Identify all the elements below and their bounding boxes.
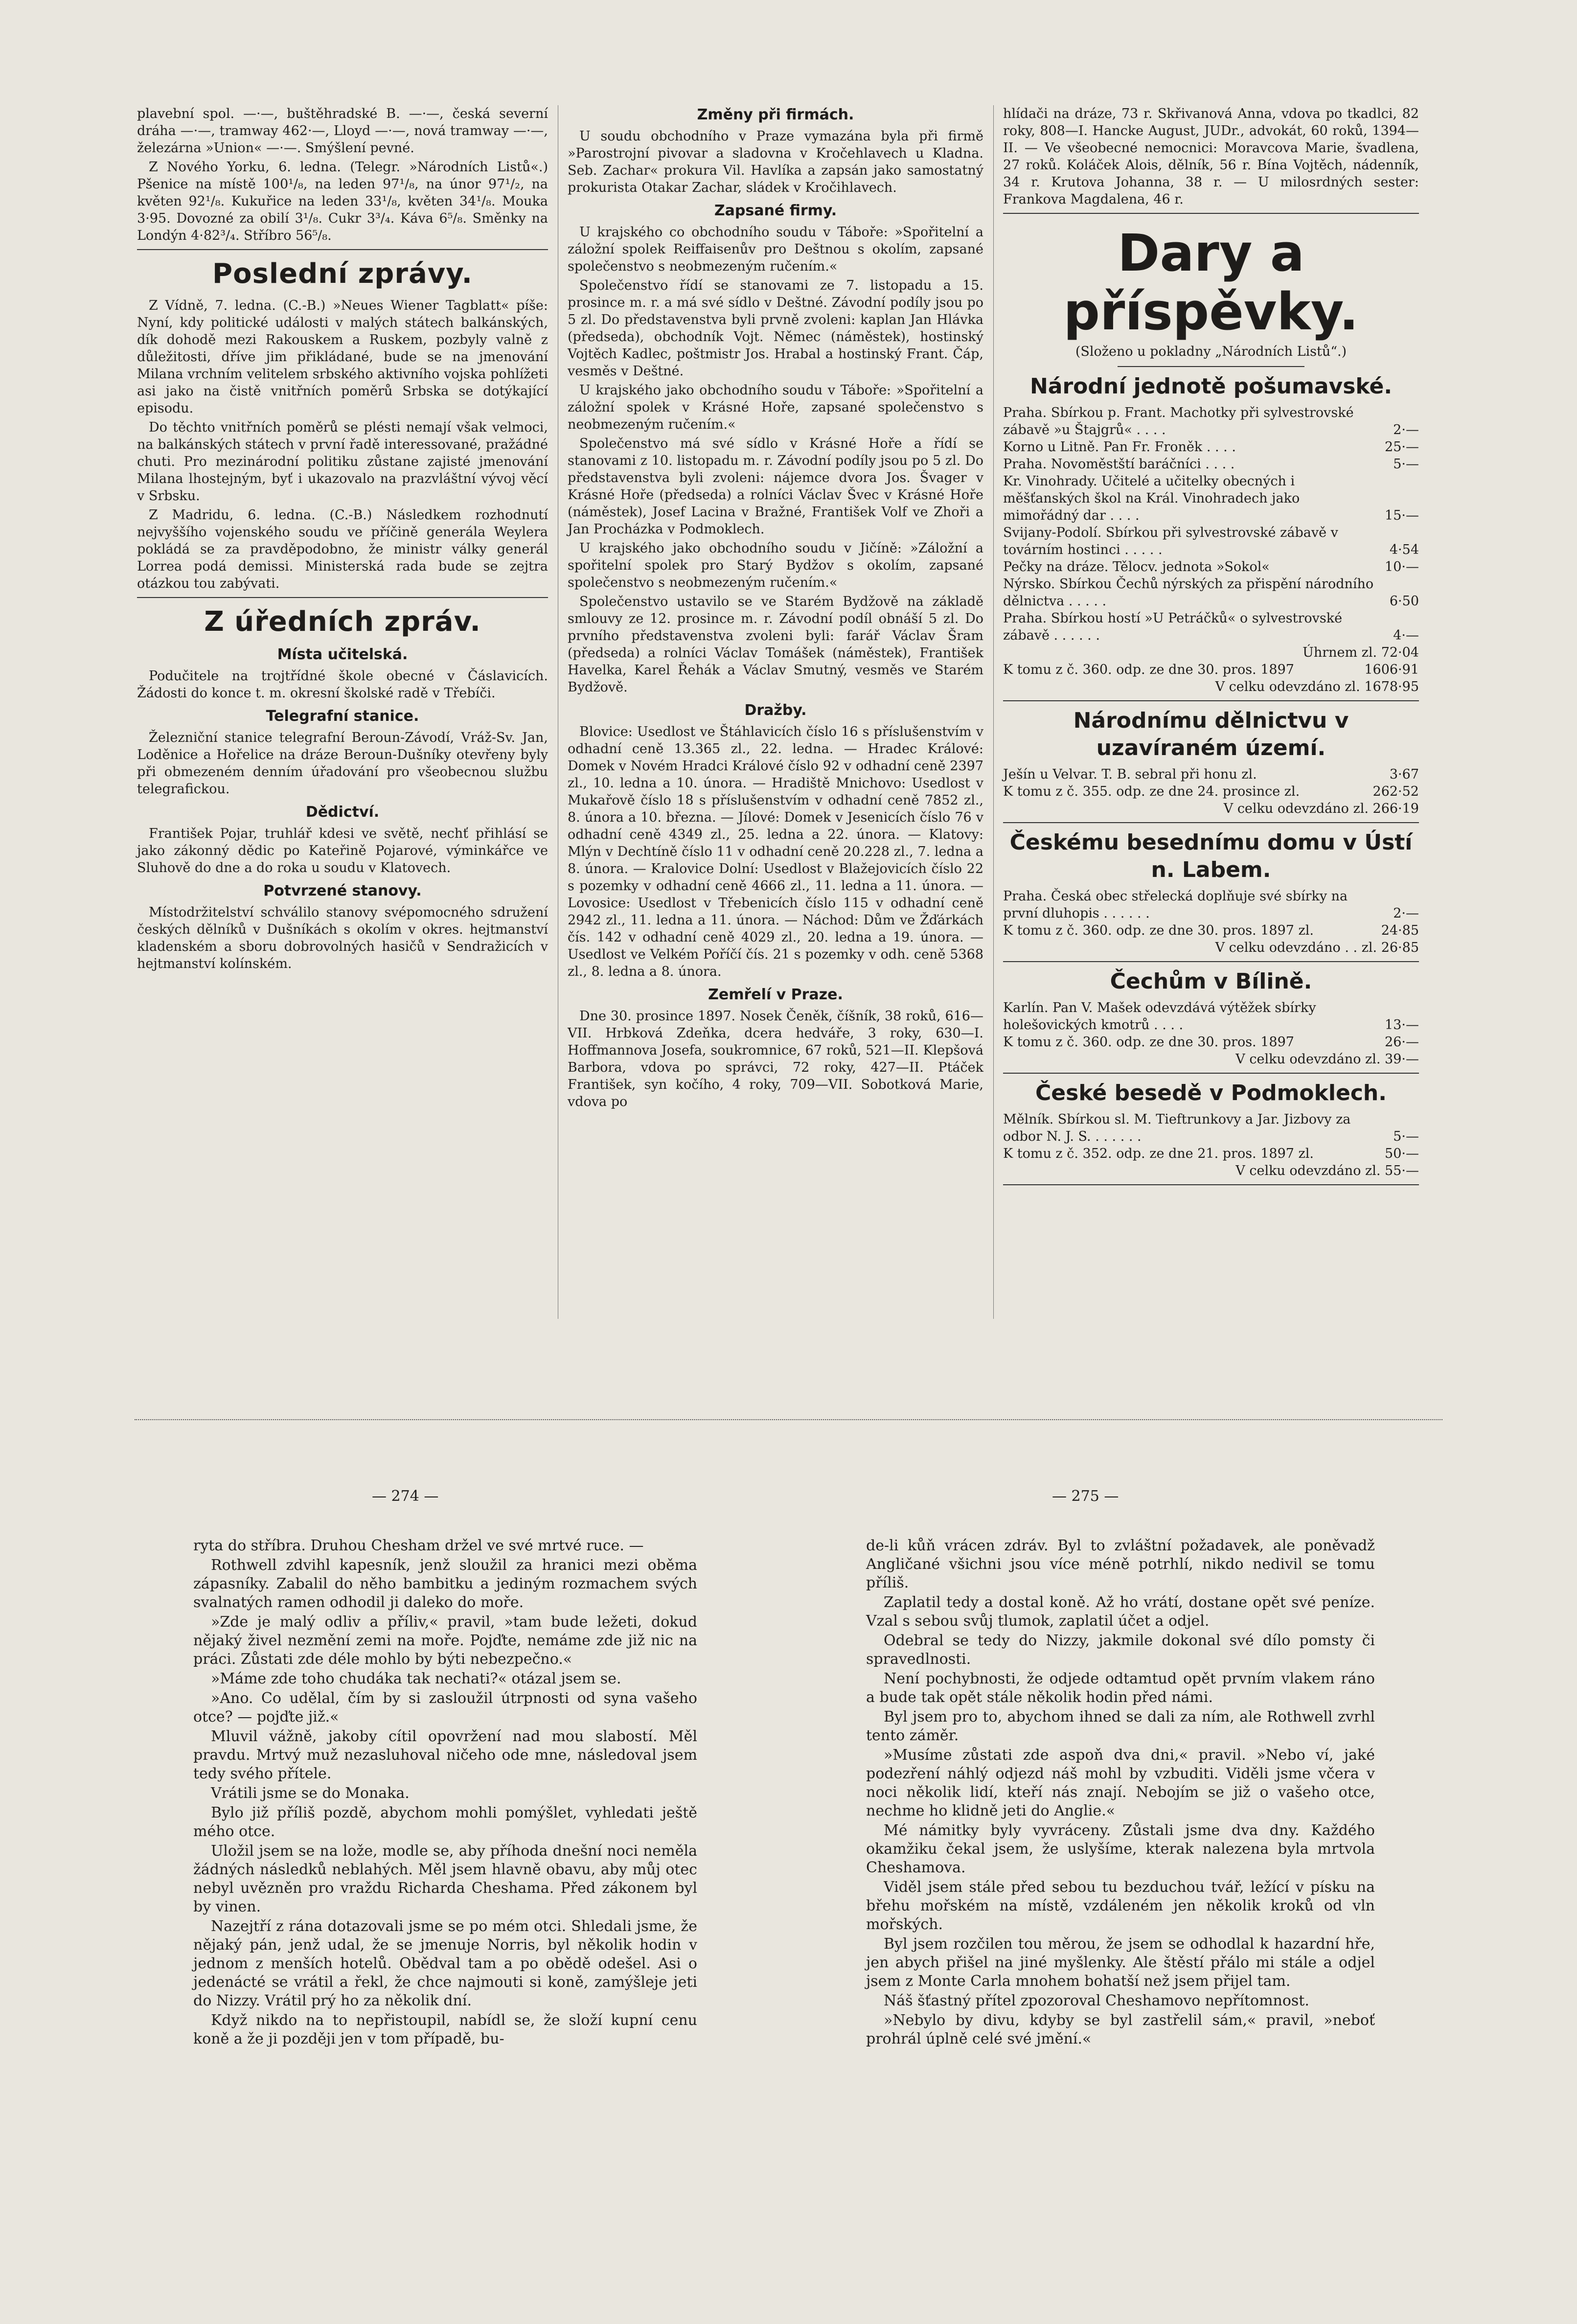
novel-paragraph: Mluvil vážně, jakoby cítil opovržení nad mou slabostí. Měl pravdu. Mrtvý muž nezasluhoval ničeho ode mne, následoval jsem tedy svého přítele. <box>193 1728 697 1782</box>
registered-firms-title: Zapsané firmy. <box>714 202 837 219</box>
donation-list <box>1003 404 1419 644</box>
donation-label: K tomu z č. 360. odp. ze dne 30. pros. 1897 <box>1003 662 1294 677</box>
section-title: Českému besednímu domu v Ústí n. Labem. <box>1009 830 1413 882</box>
novel-paragraph: »Zde je malý odliv a příliv,« pravil, »tam bude ležeti, dokud nějaký živel nezmění zemi na moře. Pojďte, nemáme zde již nic na práci. Zůstati zde déle mohlo by býti nebezpečno.« <box>193 1613 697 1668</box>
page-number-right: — 275 — <box>1052 1488 1119 1505</box>
deaths-continued: hlídači na dráze, 73 r. Skřivanová Anna, vdova po tkadlci, 82 roky, 808—I. Hancke August, JUDr., advokát, 60 roků, 1394—II. — Ve všeobecné nemocnici: Moravcova Marie, švadlena, 27 roků. Koláček Alois, dělník, 56 r. Bína Vojtěch, nádenník, 34 r. Krutova Johanna, 38 r. — U milosrdných sester: Frankova Magdalena, 46 r. <box>1003 106 1419 207</box>
divider <box>1003 1073 1419 1074</box>
novel-paragraph: Vrátili jsme se do Monaka. <box>211 1785 410 1802</box>
donation-label: Karlín. Pan V. Mašek odevzdává výtěžek sbírky holešovických kmotrů . . . . <box>1003 1000 1316 1033</box>
donation-row <box>1003 999 1419 1034</box>
divider <box>1003 1184 1419 1185</box>
donation-amount: 50·— <box>1385 1146 1419 1161</box>
registered-firm-3: U krajského jako obchodního soudu v Jičíně: »Záložní a spořitelní spolek pro Starý Bydžov s okolím, zapsané společenstvo s neobmezeným ručením.« <box>568 541 983 590</box>
section-title: Národní jednotě pošumavské. <box>1029 374 1393 399</box>
auctions-text: Blovice: Usedlost ve Štáhlavicích číslo 16 s příslušenstvím v odhadní ceně 13.365 zl., 22. ledna. — Hradec Králové: Domek v Novém Hradci Králové číslo 92 v odhadní ceně 2397 zl., 10. ledna a 10. února. — Hradiště Mnichovo: Usedlost v Mukařově číslo 18 s příslušenstvím v odhadní ceně 7852 zl., 8. února a 10. března. — Jílové: Domek v Jesenicích číslo 76 v odhadní ceně 4349 zl., 25. ledna a 22. února. — Klatovy: Mlýn v Dechtíně číslo 11 v odhadní ceně 20.228 zl., 7. ledna a 8. února. — Kralovice Dolní: Usedlost v Blažejovicích číslo 22 s pozemky v odhadní ceně 4666 zl., 11. ledna a 11. února. — Lovosice: Usedlost v Třebenicích číslo 115 v odhadní ceně 2942 zl., 11. ledna a 11. února. — Náchod: Dům ve Žďárkách čís. 142 v odhadní ceně 4029 zl., 20. ledna a 19. února. — Usedlost ve Velkém Poříčí čís. 21 s pozemky v odh. ceně 5368 zl., 8. ledna a 8. února. <box>568 724 983 979</box>
donation-row <box>1003 1111 1419 1145</box>
inheritance-text: František Pojar, truhlář kdesi ve světě, nechť přihlásí se jako zákonný dědic po Kateřině Pojarové, výminkářce ve Sluhově do dne a do roka u soudu v Klatovech. <box>137 826 548 875</box>
novel-paragraph: »Musíme zůstati zde aspoň dva dni,« pravil. »Nebo ví, jaké podezření náhlý odjezd náš mohl by vzbuditi. Viděli jsme včera v noci několik lidí, kteří nás znají. Nebojím se již o vašeho otce, nechme ho klidně jeti do Anglie.« <box>866 1747 1375 1819</box>
donation-amount: 4·54 <box>1389 542 1419 557</box>
divider <box>1003 213 1419 214</box>
donation-total: V celku odevzdáno . . zl. 26·85 <box>1215 940 1419 955</box>
donation-amount: 13·— <box>1385 1017 1419 1033</box>
novel-paragraph: Bylo již příliš pozdě, abychom mohli pomýšlet, vyhledati ještě mého otce. <box>193 1804 697 1840</box>
donation-row <box>1003 1145 1419 1162</box>
column-3 <box>1003 105 1419 1190</box>
donation-row <box>1003 888 1419 922</box>
novel-paragraph: Když nikdo na to nepřistoupil, nabídl se, že složí kupní cenu koně a že ji později jen v tom případě, bu- <box>193 2012 697 2048</box>
donation-row <box>1003 404 1419 438</box>
column-2 <box>568 105 983 1112</box>
donation-row <box>1003 922 1419 939</box>
donation-list <box>1003 1111 1419 1162</box>
divider <box>137 249 548 250</box>
novel-paragraph: Není pochybnosti, že odjede odtamtud opět prvním vlakem ráno a bude tak opět stále několik hodin před námi. <box>866 1670 1375 1706</box>
donation-total: V celku odevzdáno zl. 55·— <box>1235 1163 1419 1178</box>
deaths-text: Dne 30. prosince 1897. Nosek Čeněk, číšník, 38 roků, 616—VII. Hrbková Zdeňka, dcera hedváře, 3 roky, 630—I. Hoffmannova Josefa, soukromnice, 67 roků, 521—II. Klepšová Barbora, vdova po správci, 72 roky, 427—II. Ptáček František, syn kočího, 4 roky, 709—VII. Sobotková Marie, vdova po <box>568 1009 983 1109</box>
donation-list <box>1003 888 1419 939</box>
telegraph-stations-text: Železniční stanice telegrafní Beroun-Závodí, Vráž-Sv. Jan, Loděnice a Hořelice na dráze Beroun-Dušníky otevřeny byly při obmezeném denním úřadování pro všeobecnou službu telegrafickou. <box>137 730 548 797</box>
firm-changes-title: Změny při firmách. <box>697 106 854 123</box>
donation-row <box>1003 1034 1419 1051</box>
official-section-title: Z úředních zpráv. <box>204 606 481 638</box>
deaths-title: Zemřelí v Praze. <box>708 986 843 1003</box>
news-madrid: Z Madridu, 6. ledna. (C.-B.) Následkem rozhodnutí nejvyššího vojenského soudu ve příčině generála Weylera pokládá se za pravděpodobno, že ministr války generál Lorrea podá demissi. Ministerská rada bude se zejtra otázkou tou zabývati. <box>137 507 548 591</box>
section-title: Národnímu dělnictvu v uzavíraném území. <box>1073 708 1349 760</box>
section-title: Čechům v Bílině. <box>1110 969 1312 994</box>
registered-firm-1-details: Společenstvo řídí se stanovami ze 7. listopadu a 15. prosince m. r. a má své sídlo v Deštné. Závodní podíly jsou po 5 zl. Do představenstva byli prvně zvoleni: kaplan Jan Hlávka (předseda), obchodník Vojt. Němec (náměstek), hostinský Vojtěch Kadlec, poštmistr Jos. Hrabal a hostinský Frant. Čáp, vesměs v Deštné. <box>568 278 983 379</box>
donation-row <box>1003 558 1419 575</box>
novel-page-left <box>193 1537 697 2049</box>
novel-paragraph: ryta do stříbra. Druhou Chesham držel ve své mrtvé ruce. — <box>193 1537 644 1554</box>
novel-paragraph: de-li kůň vrácen zdráv. Byl to zvláštní požadavek, ale poněvadž Angličané všichni jsou více méně potrhlí, nikdo nedivil se tomu příliš. <box>866 1537 1375 1591</box>
column-divider <box>993 105 994 1319</box>
registered-firm-2: U krajského jako obchodního soudu v Táboře: »Spořitelní a záložní spolek v Krásné Hoře, zapsané společenstvo s neobmezeným ručením.« <box>568 383 983 432</box>
donation-row <box>1003 766 1419 783</box>
novel-paragraph: Viděl jsem stále před sebou tu bezduchou tvář, ležící v písku na břehu mořském na místě, vzdáleném jen několik kroků od vln mořských. <box>866 1879 1375 1933</box>
donation-amount: 15·— <box>1385 508 1419 523</box>
donation-list <box>1003 766 1419 800</box>
novel-paragraph: »Ano. Co udělal, čím by si zasloužil útrpnosti od syna vašeho otce? — pojďte již.« <box>193 1690 697 1726</box>
novel-page-right <box>866 1537 1375 2049</box>
auctions-title: Dražby. <box>744 702 807 719</box>
donation-row <box>1003 456 1419 473</box>
donation-label: Mělník. Sbírkou sl. M. Tieftrunkovy a Jar. Jizbovy za odbor N. J. S. . . . . . . <box>1003 1112 1351 1144</box>
donation-total: V celku odevzdáno zl. 266·19 <box>1223 801 1419 816</box>
novel-paragraph: Zaplatil tedy a dostal koně. Až ho vrátí, dostane opět své peníze. Vzal s sebou svůj tlumok, zaplatil účet a odjel. <box>866 1594 1375 1630</box>
novel-paragraph: »Nebylo by divu, kdyby se byl zastřelil sám,« pravil, »neboť prohrál úplně celé své jmění.« <box>866 2012 1375 2048</box>
novel-paragraph: »Máme zde toho chudáka tak nechati?« otázal jsem se. <box>211 1670 621 1687</box>
column-1 <box>137 105 548 974</box>
donation-row <box>1003 610 1419 644</box>
novel-paragraph: Mé námitky byly vyvráceny. Zůstali jsme dva dny. Každého okamžiku čekal jsem, že uslyšíme, kterak nalezena byla mrtvola Cheshamova. <box>866 1822 1375 1876</box>
statutes-title: Potvrzené stanovy. <box>263 882 422 899</box>
novel-paragraph: Byl jsem pro to, abychom ihned se dali za ním, ale Rothwell zvrhl tento záměr. <box>866 1708 1375 1744</box>
donation-amount: 262·52 <box>1372 784 1419 799</box>
donation-amount: 26·— <box>1385 1035 1419 1050</box>
statutes-text: Místodržitelství schválilo stanovy svépomocného sdružení českých dělníků v Dušníkách s okolím v okres. hejtmanství kladenském a sboru dobrovolných hasičů v Sendražicích v hejtmanství kolínském. <box>137 905 548 971</box>
new-york-market: Z Nového Yorku, 6. ledna. (Telegr. »Národních Listů«.) Pšenice na místě 100¹/₈, na leden 97¹/₈, na únor 97¹/₂, na květen 92¹/₈. Kukuřice na leden 33¹/₈, květen 34¹/₈. Mouka 3·95. Dovozné za obilí 3¹/₈. Cukr 3³/₄. Káva 6⁵/₈. Směnky na Londýn 4·82³/₄. Stříbro 56⁵/₈. <box>137 160 548 243</box>
donation-label: Svijany-Podolí. Sbírkou při sylvestrovské zábavě v továrním hostinci . . . . . <box>1003 525 1338 557</box>
donation-label: Ješín u Velvar. T. B. sebral při honu zl. <box>1003 767 1257 782</box>
donation-amount: 2·— <box>1393 422 1419 437</box>
donation-sum: Úhrnem zl. 72·04 <box>1303 645 1419 660</box>
news-vienna-cont: Do těchto vnitřních poměrů se plésti nemají však velmoci, na balkánských státech v první řadě interessované, pražádné chuti. Pro mezinárodní politiku zůstane zajisté jmenování Milana lhostejným, byť i ukazovalo na prazvláštní vývoj věcí v Srbsku. <box>137 420 548 504</box>
inheritance-title: Dědictví. <box>305 804 380 821</box>
donation-label: Praha. Sbírkou p. Frant. Machotky při sylvestrovské zábavě »u Štajgrů« . . . . <box>1003 405 1354 437</box>
donation-row <box>1003 575 1419 610</box>
registered-firm-1: U krajského co obchodního soudu v Táboře: »Spořitelní a záložní spolek Reiffaisenův pro Deštnou s okolím, zapsané společenstvo s neobmezeným ručením.« <box>568 225 983 274</box>
telegraph-stations-title: Telegrafní stanice. <box>266 708 419 725</box>
donation-amount: 3·67 <box>1389 767 1419 782</box>
donation-label: Praha. Česká obec střelecká doplňuje své sbírky na první dluhopis . . . . . . <box>1003 889 1348 921</box>
donation-amount: 10·— <box>1385 559 1419 575</box>
donation-amount: 25·— <box>1385 439 1419 455</box>
donations-subtitle: (Složeno u pokladny „Národních Listů“.) <box>1075 344 1347 359</box>
donation-row <box>1003 661 1419 678</box>
donation-label: K tomu z č. 360. odp. ze dne 30. pros. 1897 <box>1003 1035 1294 1050</box>
section-divider <box>135 1419 1442 1420</box>
registered-firm-2-details: Společenstvo má své sídlo v Krásné Hoře a řídí se stanovami z 10. listopadu m. r. Závodní podíly jsou po 5 zl. Do představenstva byli zvoleni: nájemce dvora Jos. Švager v Krásné Hoře (předseda) a rolníci Václav Švec v Krásné Hoře (náměstek), Josef Lacina v Bražné, František Volf ve Zhoři a Jan Procházka v Podmoklech. <box>568 436 983 537</box>
firm-changes-text: U soudu obchodního v Praze vymazána byla při firmě »Parostrojní pivovar a sladovna v Kročehlavech u Kladna. Seb. Zachar« prokura Vil. Havlíka a zapsán jako samostatný prokurista Otakar Zachar, sládek v Kročihlavech. <box>568 129 983 195</box>
donation-label: K tomu z č. 355. odp. ze dne 24. prosince zl. <box>1003 784 1300 799</box>
donation-amount: 6·50 <box>1389 594 1419 609</box>
section-title: České besedě v Podmoklech. <box>1035 1081 1387 1105</box>
donation-label: Praha. Novoměstští baráčníci . . . . <box>1003 457 1235 472</box>
donation-label: Praha. Sbírkou hostí »U Petráčků« o sylvestrovské zábavě . . . . . . <box>1003 611 1343 643</box>
donation-amount: 2·— <box>1393 906 1419 921</box>
novel-paragraph: Nazejtří z rána dotazovali jsme se po mém otci. Shledali jsme, že nějaký pán, jenž udal, že se jmenuje Norris, byl několik hodin v jednom z menších hotelů. Obědval tam a po obědě odešel. Asi o jedenácté se vrátil a řekl, že chce najmouti si koně, zamýšleje jeti do Nizzy. Vrátil prý ho za několik dní. <box>193 1918 697 2009</box>
news-section-title: Poslední zprávy. <box>212 258 473 290</box>
donation-amount: 1606·91 <box>1364 662 1419 677</box>
divider <box>1003 700 1419 701</box>
donation-label: K tomu z č. 352. odp. ze dne 21. pros. 1897 zl. <box>1003 1146 1314 1161</box>
divider <box>137 597 548 598</box>
novel-paragraph: Byl jsem rozčilen tou měrou, že jsem se odhodlal k hazardní hře, jen abych přišel na jiné myšlenky. Ale štěstí přálo mi stále a odjel jsem z Monte Carla mnohem bohatší než jsem přijel tam. <box>866 1935 1375 1990</box>
donation-amount: 5·— <box>1393 457 1419 472</box>
novel-paragraph: Odebral se tedy do Nizzy, jakmile dokonal své dílo pomsty či spravedlnosti. <box>866 1632 1375 1668</box>
donation-row <box>1003 473 1419 524</box>
donation-label: Nýrsko. Sbírkou Čechů nýrských za přispění národního dělnictva . . . . . <box>1003 576 1374 609</box>
novel-paragraph: Náš šťastný přítel zpozoroval Cheshamovo nepřítomnost. <box>884 1992 1309 2009</box>
divider <box>1003 961 1419 962</box>
novel-paragraph: Uložil jsem se na lože, modle se, aby příhoda dnešní noci neměla žádných následků neblahých. Měl jsem hlavně obavu, aby můj otec nebyl uvězněn pro vraždu Richarda Cheshama. Před zákonem byl by vinen. <box>193 1842 697 1915</box>
donation-label: Korno u Litně. Pan Fr. Froněk . . . . <box>1003 439 1236 455</box>
donation-label: Pečky na dráze. Tělocv. jednota »Sokol« <box>1003 559 1270 575</box>
donation-row <box>1003 524 1419 558</box>
teacher-positions-text: Podučitele na trojtřídné škole obecné v Čáslavicích. Žádosti do konce t. m. okresní školské radě v Třebíči. <box>137 668 548 701</box>
market-report-tail: plavební spol. —·—, buštěhradské B. —·—, česká severní dráha —·—, tramway 462·—, Lloyd —·—, nová tramway —·—, železárna »Union« —·—. Smýšlení pevné. <box>137 106 548 156</box>
page-number-left: — 274 — <box>372 1488 439 1505</box>
novel-paragraph: Rothwell zdvihl kapesník, jenž sloužil za hranici mezi oběma zápasníky. Zabalil do něho bambitku a jediným rozmachem svých svalnatých ramen odhodil ji daleko do moře. <box>193 1557 697 1611</box>
donation-list <box>1003 999 1419 1051</box>
donation-total: V celku odevzdáno zl. 39·— <box>1235 1052 1419 1067</box>
donations-title: Dary a příspěvky. <box>1063 223 1359 342</box>
teacher-positions-title: Místa učitelská. <box>277 646 408 663</box>
donation-total: V celku odevzdáno zl. 1678·95 <box>1215 679 1419 694</box>
donation-label: K tomu z č. 360. odp. ze dne 30. pros. 1897 zl. <box>1003 923 1314 938</box>
registered-firm-3-details: Společenstvo ustavilo se ve Starém Bydžově na základě smlouvy ze 12. prosince m. r. Závodní podíl obnáší 5 zl. Do prvního představenstva zvoleni byli: farář Václav Šram (předseda) a rolníci Václav Tomášek (náměstek), František Havelka, Karel Řehák a Václav Smutný, vesměs ve Starém Bydžově. <box>568 594 983 695</box>
donation-row <box>1003 783 1419 800</box>
news-vienna: Z Vídně, 7. ledna. (C.-B.) »Neues Wiener Tagblatt« píše: Nyní, kdy politické události v malých státech balkánských, dík dohodě mezi Rakouskem a Ruskem, pozbyly valně z důležitosti, dříve jim přikládané, bude se na jmenování Milana vrchním velitelem srbského aktivního vojska pohlížeti asi jako na čistě vnitřních poměrů Srbska se dotýkající episodu. <box>137 298 548 416</box>
donation-label: Kr. Vinohrady. Učitelé a učitelky obecných i měšťanských škol na Král. Vinohradech jako mimořádný dar . . . . <box>1003 474 1300 523</box>
divider <box>1118 366 1305 367</box>
donation-row <box>1003 438 1419 456</box>
donation-amount: 5·— <box>1393 1129 1419 1144</box>
donation-amount: 4·— <box>1393 628 1419 643</box>
divider <box>1003 822 1419 823</box>
donation-amount: 24·85 <box>1381 923 1419 938</box>
